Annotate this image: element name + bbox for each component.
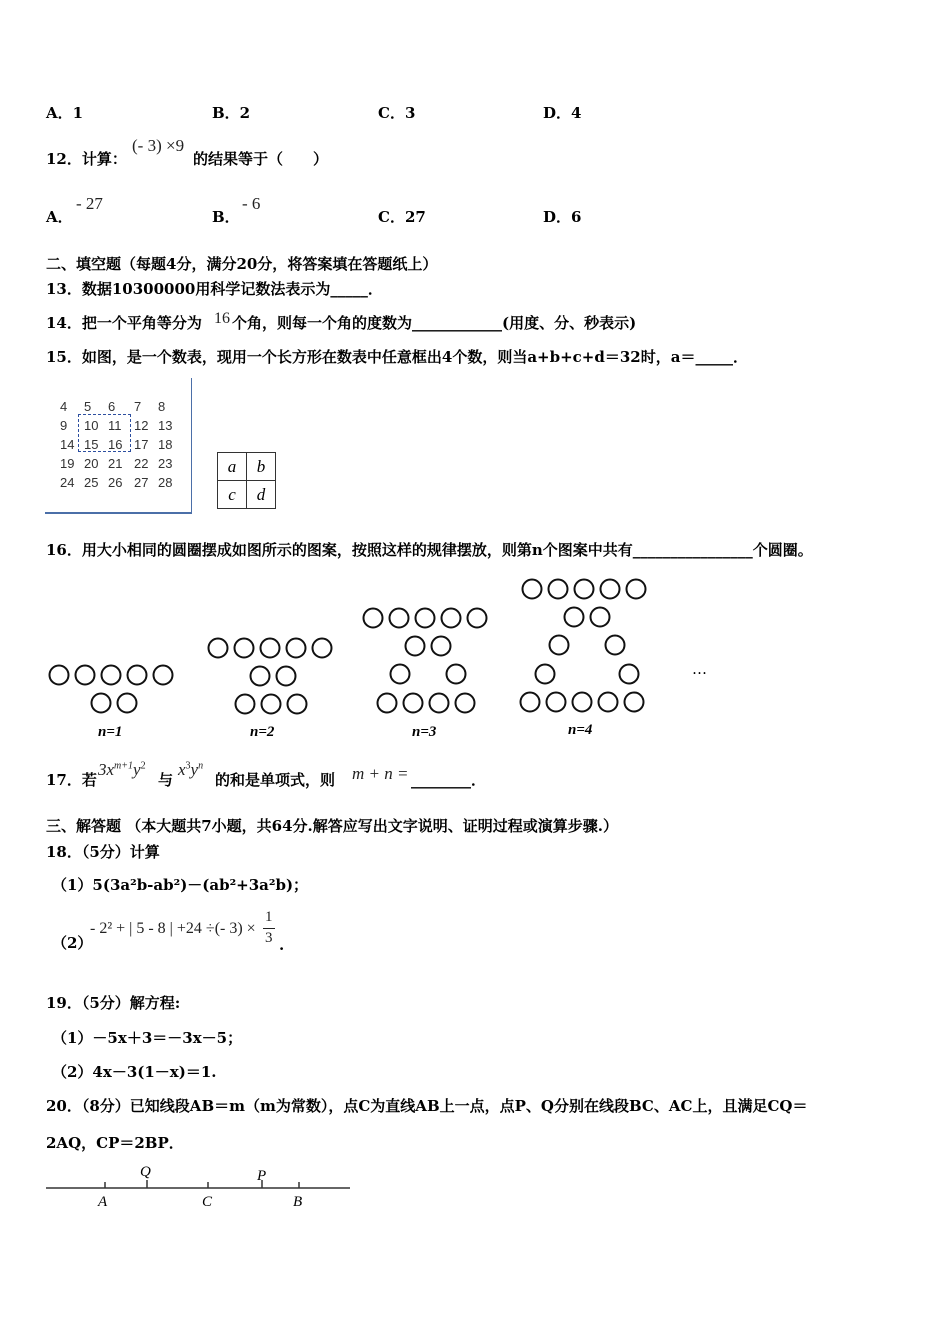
circle xyxy=(313,639,332,658)
circle xyxy=(599,693,618,712)
abcd-box xyxy=(217,452,276,509)
circle xyxy=(118,694,137,713)
q12-option-a-value: - 27 xyxy=(76,194,103,213)
option-b: B．2 xyxy=(212,104,251,122)
circle xyxy=(251,667,270,686)
table-cell: 23 xyxy=(158,456,173,471)
label-b: B xyxy=(293,1194,303,1210)
q13: 13．数据10300000用科学记数法表示为_____． xyxy=(46,280,383,298)
circle xyxy=(536,665,555,684)
circle xyxy=(625,693,644,712)
q17-expr: m + n = xyxy=(352,764,409,783)
option-d: D．4 xyxy=(543,104,582,122)
selection-rectangle xyxy=(78,414,131,452)
circle xyxy=(277,667,296,686)
table-cell: 8 xyxy=(158,399,166,414)
q17-prefix: 17．若 xyxy=(46,771,97,789)
q18-part2-expr: - 2² + | 5 - 8 | +24 ÷(- 3) × xyxy=(90,920,256,937)
circle xyxy=(235,639,254,658)
table-cell: 15 xyxy=(84,437,99,452)
circle xyxy=(261,639,280,658)
circle xyxy=(591,608,610,627)
q17-mid: 的和是单项式，则 xyxy=(215,771,336,789)
q17-term1: $3x^{m+1}y^2$ xyxy=(98,760,146,779)
table-cell: 5 xyxy=(84,399,92,414)
circle xyxy=(390,609,409,628)
circle xyxy=(287,639,306,658)
circle xyxy=(620,665,639,684)
circle xyxy=(262,695,281,714)
circle xyxy=(378,694,397,713)
circle xyxy=(627,580,646,599)
q18-part1: （1）5(3a²b-ab²)－(ab²+3a²b)； xyxy=(52,876,309,894)
q17-blank: ________． xyxy=(411,771,487,789)
q12-option-d: D．6 xyxy=(543,208,582,226)
circle xyxy=(406,637,425,656)
table-cell: 13 xyxy=(158,418,173,433)
circle xyxy=(447,665,466,684)
q16-text: 16．用大小相同的圆圈摆成如图所示的图案，按照这样的规律摆放，则第n个图案中共有________________个圆圈。 xyxy=(46,541,813,559)
table-cell: 27 xyxy=(134,475,149,490)
cell-a: a xyxy=(218,453,247,481)
q12-expr: (- 3) ×9 xyxy=(132,136,185,155)
table-cell: 19 xyxy=(60,456,75,471)
q18-title: 18．（5分）计算 xyxy=(46,843,160,861)
circle xyxy=(468,609,487,628)
q12-option-b-value: - 6 xyxy=(242,194,261,213)
table-cell: 12 xyxy=(134,418,149,433)
q12-suffix: 的结果等于（ ） xyxy=(193,150,329,168)
table-cell: 28 xyxy=(158,475,173,490)
pattern-label-1: n=1 xyxy=(98,724,123,740)
circle xyxy=(547,693,566,712)
circle xyxy=(442,609,461,628)
q12-option-b-label: B． xyxy=(212,208,240,226)
q17-with: 与 xyxy=(158,771,174,789)
table-cell: 6 xyxy=(108,399,116,414)
circle xyxy=(573,693,592,712)
table-cell: 4 xyxy=(60,399,68,414)
circle xyxy=(50,666,69,685)
circle xyxy=(523,580,542,599)
label-c: C xyxy=(202,1194,213,1210)
q12-option-a-label: A． xyxy=(46,208,73,226)
table-cell: 14 xyxy=(60,437,75,452)
table-cell: 22 xyxy=(134,456,149,471)
q14-prefix: 14．把一个平角等分为 xyxy=(46,314,202,332)
q20-line1: 20．（8分）已知线段AB＝m（m为常数），点C为直线AB上一点，点P、Q分别在线段BC、AC上，且满足CQ＝ xyxy=(46,1097,808,1115)
label-a: A xyxy=(98,1194,108,1210)
label-p: P xyxy=(257,1168,267,1184)
option-a: A．1 xyxy=(46,104,84,122)
cell-b: b xyxy=(247,453,276,481)
q18-end: . xyxy=(279,936,285,954)
table-cell: 17 xyxy=(134,437,149,452)
table-cell: 9 xyxy=(60,418,68,433)
table-cell: 26 xyxy=(108,475,123,490)
q19-part2: （2）4x－3(1－x)＝1. xyxy=(52,1063,217,1081)
pattern-label-3: n=3 xyxy=(412,724,437,740)
circle xyxy=(550,636,569,655)
segment-diagram xyxy=(40,1158,360,1214)
fraction-bar xyxy=(263,928,275,929)
q14-number: 16 xyxy=(214,310,230,327)
circle xyxy=(521,693,540,712)
circle xyxy=(432,637,451,656)
fraction-denominator: 3 xyxy=(265,930,273,946)
table-cell: 11 xyxy=(108,418,122,433)
option-c: C．3 xyxy=(378,104,416,122)
ellipsis: … xyxy=(692,660,707,678)
circle xyxy=(601,580,620,599)
circle xyxy=(606,636,625,655)
label-q: Q xyxy=(140,1164,151,1180)
q18-part2-label: （2） xyxy=(52,934,93,952)
q14-suffix: 个角，则每一个角的度数为____________(用度、分、秒表示) xyxy=(232,314,637,332)
circle xyxy=(430,694,449,713)
circle xyxy=(236,695,255,714)
q17-term2: $x^3y^n$ xyxy=(178,760,204,779)
circle xyxy=(102,666,121,685)
table-cell: 21 xyxy=(108,456,123,471)
table-cell: 24 xyxy=(60,475,75,490)
q12-prefix: 12．计算： xyxy=(46,150,127,168)
table-cell: 10 xyxy=(84,418,99,433)
q19-part1: （1）－5x＋3＝－3x－5； xyxy=(52,1029,243,1047)
circle xyxy=(76,666,95,685)
table-cell: 20 xyxy=(84,456,99,471)
circle xyxy=(565,608,584,627)
pattern-label-2: n=2 xyxy=(250,724,275,740)
fraction-numerator: 1 xyxy=(265,909,273,925)
circle xyxy=(154,666,173,685)
table-cell: 7 xyxy=(134,399,142,414)
circle xyxy=(288,695,307,714)
cell-d: d xyxy=(247,481,276,509)
pattern-label-4: n=4 xyxy=(568,722,593,738)
circle xyxy=(364,609,383,628)
table-cell: 25 xyxy=(84,475,99,490)
circle xyxy=(575,580,594,599)
circle xyxy=(391,665,410,684)
table-cell: 16 xyxy=(108,437,123,452)
q19-title: 19．（5分）解方程: xyxy=(46,994,181,1012)
circle xyxy=(404,694,423,713)
circle xyxy=(456,694,475,713)
q12-option-c: C．27 xyxy=(378,208,426,226)
table-cell: 18 xyxy=(158,437,173,452)
circle xyxy=(128,666,147,685)
q20-line2: 2AQ，CP＝2BP． xyxy=(46,1134,184,1152)
q15-text: 15．如图，是一个数表，现用一个长方形在数表中任意框出4个数，则当a+b+c+d＝32时，a＝_____． xyxy=(46,348,748,366)
section-2-heading: 二、填空题（每题4分，满分20分，将答案填在答题纸上） xyxy=(46,255,438,273)
circle xyxy=(416,609,435,628)
circle xyxy=(209,639,228,658)
section-3-heading: 三、解答题 （本大题共7小题，共64分.解答应写出文字说明、证明过程或演算步骤.） xyxy=(46,817,618,835)
circle xyxy=(92,694,111,713)
cell-c: c xyxy=(218,481,247,509)
circle xyxy=(549,580,568,599)
